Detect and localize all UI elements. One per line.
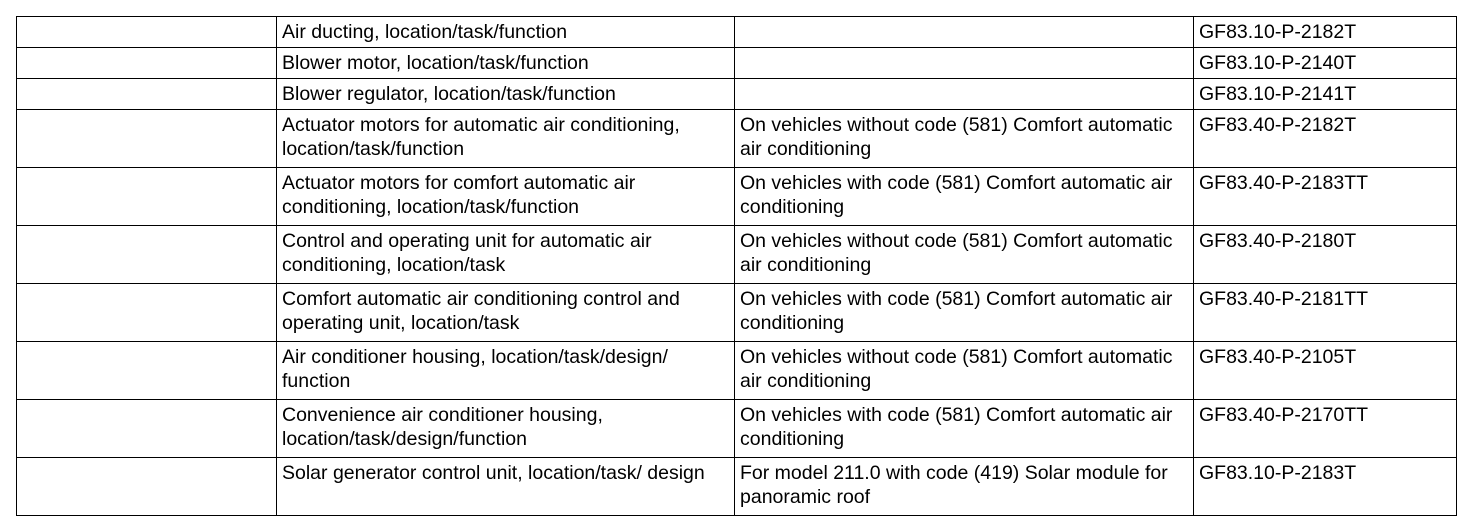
document-number-cell: GF83.10-P-2141T	[1194, 79, 1457, 110]
condition-cell: On vehicles without code (581) Comfort automatic air conditioning	[735, 342, 1194, 400]
table-row	[17, 226, 1457, 284]
description-cell: Actuator motors for automatic air conditioning, location/task/function	[277, 110, 735, 168]
description-cell: Comfort automatic air conditioning control and operating unit, location/task	[277, 284, 735, 342]
document-number-cell: GF83.40-P-2180T	[1194, 226, 1457, 284]
table-row	[17, 168, 1457, 226]
topic-cell	[17, 168, 277, 226]
topic-cell	[17, 284, 277, 342]
condition-cell	[735, 79, 1194, 110]
table-row	[17, 342, 1457, 400]
condition-cell	[735, 17, 1194, 48]
topic-cell	[17, 400, 277, 458]
description-cell: Control and operating unit for automatic air conditioning, location/task	[277, 226, 735, 284]
table-row	[17, 79, 1457, 110]
condition-cell: On vehicles with code (581) Comfort automatic air conditioning	[735, 400, 1194, 458]
topic-cell	[17, 17, 277, 48]
topic-cell	[17, 79, 277, 110]
condition-cell	[735, 48, 1194, 79]
table-row	[17, 458, 1457, 516]
table-row	[17, 284, 1457, 342]
condition-cell: On vehicles with code (581) Comfort automatic air conditioning	[735, 168, 1194, 226]
condition-cell: On vehicles without code (581) Comfort automatic air conditioning	[735, 226, 1194, 284]
condition-cell: On vehicles with code (581) Comfort automatic air conditioning	[735, 284, 1194, 342]
topic-cell	[17, 110, 277, 168]
table-row	[17, 48, 1457, 79]
table-row	[17, 17, 1457, 48]
document-number-cell: GF83.10-P-2183T	[1194, 458, 1457, 516]
document-number-cell: GF83.40-P-2182T	[1194, 110, 1457, 168]
description-cell: Solar generator control unit, location/task/ design	[277, 458, 735, 516]
document-number-cell: GF83.40-P-2183TT	[1194, 168, 1457, 226]
description-cell: Air ducting, location/task/function	[277, 17, 735, 48]
document-number-cell: GF83.40-P-2105T	[1194, 342, 1457, 400]
topic-cell	[17, 458, 277, 516]
topic-cell	[17, 48, 277, 79]
document-number-cell: GF83.10-P-2182T	[1194, 17, 1457, 48]
topic-cell	[17, 226, 277, 284]
description-cell: Convenience air conditioner housing, location/task/design/function	[277, 400, 735, 458]
document-number-cell: GF83.10-P-2140T	[1194, 48, 1457, 79]
reference-table	[16, 16, 1457, 516]
condition-cell: On vehicles without code (581) Comfort automatic air conditioning	[735, 110, 1194, 168]
table-row	[17, 110, 1457, 168]
document-number-cell: GF83.40-P-2181TT	[1194, 284, 1457, 342]
description-cell: Air conditioner housing, location/task/design/ function	[277, 342, 735, 400]
condition-cell: For model 211.0 with code (419) Solar module for panoramic roof	[735, 458, 1194, 516]
description-cell: Actuator motors for comfort automatic air conditioning, location/task/function	[277, 168, 735, 226]
topic-cell	[17, 342, 277, 400]
description-cell: Blower regulator, location/task/function	[277, 79, 735, 110]
table-row	[17, 400, 1457, 458]
document-number-cell: GF83.40-P-2170TT	[1194, 400, 1457, 458]
description-cell: Blower motor, location/task/function	[277, 48, 735, 79]
